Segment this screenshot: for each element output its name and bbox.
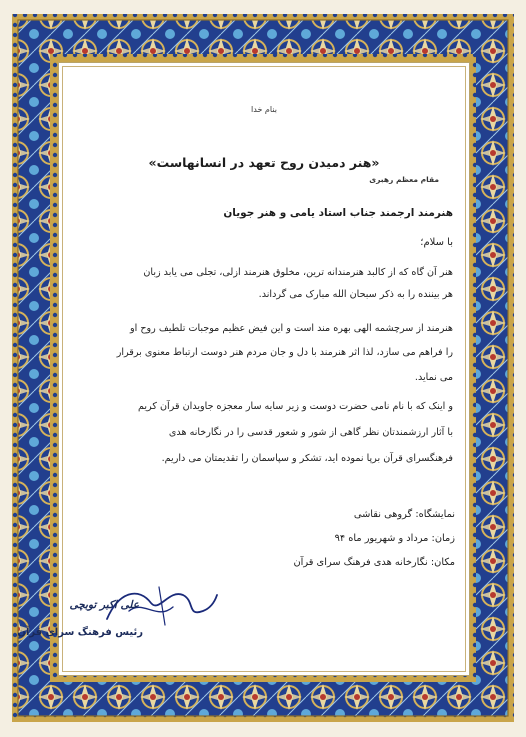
paragraph-1-line-1: هنر آن گاه که از کالبد هنرمندانه ترین، مخلوق هنرمند ازلی، تجلی می یابد زبان: [143, 267, 453, 278]
time-line: زمان: مرداد و شهریور ماه ۹۴: [334, 533, 455, 544]
paragraph-1-line-2: هر بیننده را به ذکر سبحان الله مبارک می گرداند.: [258, 289, 453, 300]
letter-body: [17, 62, 470, 676]
recipient-line: هنرمند ارجمند جناب استاد یامی و هنر جویان: [223, 207, 453, 219]
exhibition-line: نمایشگاه: گروهی نقاشی: [353, 509, 455, 520]
paragraph-3-line-3: فرهنگسرای قرآن برپا نموده اید، تشکر و سپاسمان را تقدیمتان می داریم.: [161, 453, 453, 464]
signatory-title: رئیس فرهنگ سرای قرآن: [17, 627, 143, 638]
quote-text: «هنر دمیدن روح تعهد در انسانهاست»: [148, 155, 380, 170]
invocation-text: بنام خدا: [251, 105, 277, 114]
paragraph-3-line-1: و اینک که با نام نامی حضرت دوست و زیر سایه سار معجزه جاویدان قرآن کریم: [138, 401, 453, 412]
place-line: مکان: نگارخانه هدی فرهنگ سرای قرآن: [293, 557, 455, 568]
paragraph-2-line-2: را فراهم می سازد، لذا اثر هنرمند با دل و جان مردم هنر دوست ارتباط معنوی برقرار: [116, 347, 453, 358]
quote-author: مقام معظم رهبری: [369, 175, 439, 184]
paragraph-3-line-2: با آثار ارزشمندتان نظر گاهی از شور و شعور قدسی را در نگارخانه هدی: [168, 427, 453, 438]
greeting-line: با سلام؛: [420, 237, 453, 248]
paragraph-2-line-1: هنرمند از سرچشمه الهی بهره مند است و این فیض عظیم موجبات تلطیف روح او: [130, 323, 453, 334]
paragraph-2-line-3: می نماید.: [414, 372, 453, 383]
signatory-name: علی اکبر توبچی: [69, 599, 139, 611]
